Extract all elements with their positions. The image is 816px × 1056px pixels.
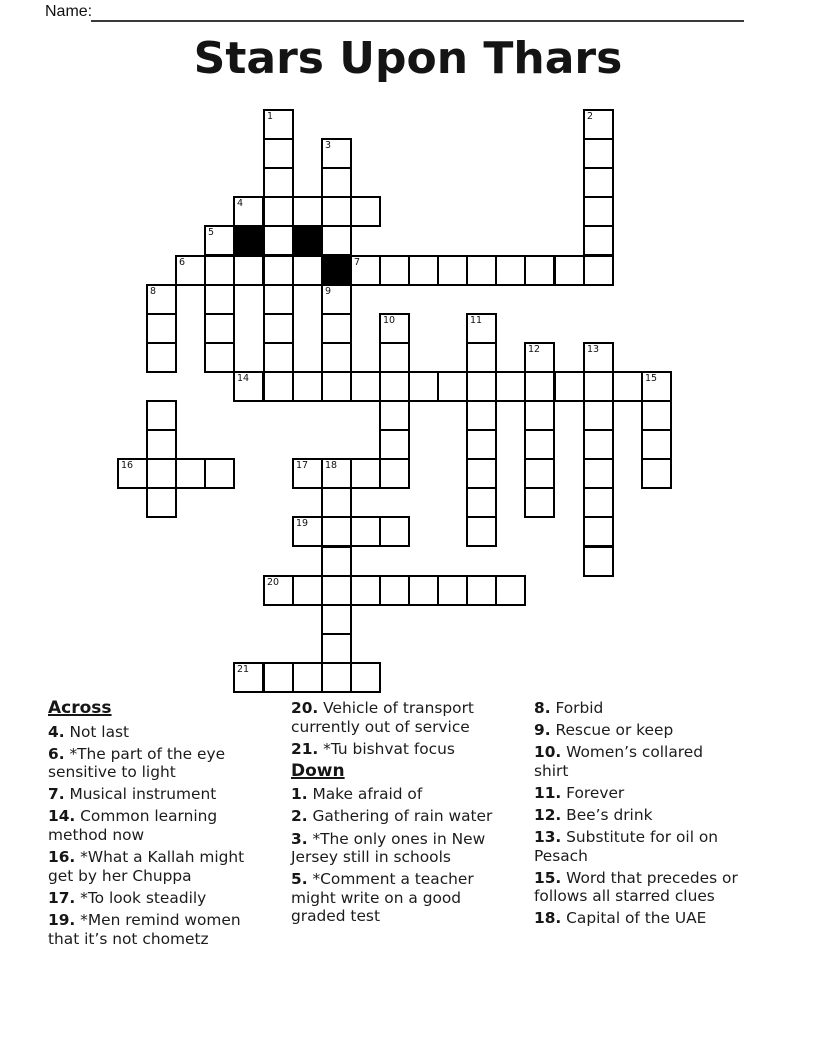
grid-cell-r16c9[interactable] — [379, 575, 410, 606]
grid-cell-r12c2[interactable] — [175, 458, 206, 489]
cell-number-18: 18 — [325, 460, 338, 471]
grid-cell-r9c16[interactable] — [583, 371, 614, 402]
grid-cell-r16c6[interactable] — [292, 575, 323, 606]
grid-cell-r13c12[interactable] — [466, 487, 497, 518]
clue-number: 6. — [48, 744, 65, 763]
grid-cell-r12c12[interactable] — [466, 458, 497, 489]
clue-12: 12. Bee’s drink — [534, 805, 653, 824]
clue-number: 20. — [291, 699, 319, 717]
grid-cell-r1c16[interactable] — [583, 138, 614, 169]
grid-cell-r13c14[interactable] — [524, 487, 555, 518]
grid-cell-r8c16[interactable] — [583, 342, 614, 373]
grid-cell-r15c7[interactable] — [321, 546, 352, 577]
clue-21: 21. *Tu bishvat focus — [291, 739, 455, 758]
grid-cell-r9c6[interactable] — [292, 371, 323, 402]
cell-number-21: 21 — [237, 664, 250, 675]
clue-7: 7. Musical instrument — [48, 785, 217, 804]
grid-cell-r10c14[interactable] — [524, 400, 555, 431]
grid-cell-r17c7[interactable] — [321, 604, 352, 635]
black-cell-r5c7 — [321, 255, 352, 286]
grid-cell-r9c13[interactable] — [495, 371, 526, 402]
grid-cell-r19c8[interactable] — [350, 662, 381, 693]
grid-cell-r5c13[interactable] — [495, 255, 526, 286]
grid-cell-r3c5[interactable] — [263, 196, 294, 227]
clue-9: 9. Rescue or keep — [534, 721, 674, 740]
across-header: Across — [48, 698, 112, 718]
clue-16: 16. *What a Kallah might get by her Chuppa — [48, 848, 245, 885]
grid-cell-r8c3[interactable] — [204, 342, 235, 373]
grid-cell-r16c10[interactable] — [408, 575, 439, 606]
grid-cell-r10c18[interactable] — [641, 400, 672, 431]
black-cell-r4c6 — [292, 225, 323, 256]
grid-cell-r2c5[interactable] — [263, 167, 294, 198]
clue-11: 11. Forever — [534, 783, 625, 802]
clue-number: 4. — [48, 722, 65, 741]
clue-column-3 — [534, 699, 740, 932]
grid-cell-r9c18[interactable] — [641, 371, 672, 402]
grid-cell-r5c3[interactable] — [204, 255, 235, 286]
grid-cell-r1c7[interactable] — [321, 138, 352, 169]
clue-column-2 — [291, 699, 493, 930]
grid-cell-r13c1[interactable] — [146, 487, 177, 518]
grid-cell-r5c8[interactable] — [350, 255, 381, 286]
cell-number-12: 12 — [528, 344, 541, 355]
clue-number: 7. — [48, 785, 65, 804]
cell-number-7: 7 — [354, 257, 361, 268]
grid-cell-r16c13[interactable] — [495, 575, 526, 606]
clue-18: 18. Capital of the UAE — [534, 909, 707, 928]
clue-20: 20. Vehicle of transport currently out of service — [291, 699, 474, 736]
cell-number-13: 13 — [587, 344, 600, 355]
grid-cell-r16c5[interactable] — [263, 575, 294, 606]
clue-15: 15. Word that precedes or follows all starred clues — [534, 868, 738, 906]
clue-14: 14. Common learning method now — [48, 807, 218, 845]
clue-13: 13. Substitute for oil on Pesach — [534, 828, 719, 865]
grid-cell-r9c17[interactable] — [612, 371, 643, 402]
grid-cell-r15c16[interactable] — [583, 546, 614, 577]
grid-cell-r2c7[interactable] — [321, 167, 352, 198]
grid-cell-r12c0[interactable] — [117, 458, 148, 489]
grid-cell-r9c14[interactable] — [524, 371, 555, 402]
grid-cell-r5c15[interactable] — [554, 255, 585, 286]
grid-cell-r3c4[interactable] — [233, 196, 264, 227]
clue-number: 9. — [534, 721, 551, 740]
cell-number-5: 5 — [208, 227, 215, 238]
grid-cell-r12c8[interactable] — [350, 458, 381, 489]
grid-cell-r9c12[interactable] — [466, 371, 497, 402]
grid-cell-r8c9[interactable] — [379, 342, 410, 373]
page-title: Stars Upon Thars — [193, 33, 623, 84]
grid-cell-r12c1[interactable] — [146, 458, 177, 489]
grid-cell-r10c12[interactable] — [466, 400, 497, 431]
clue-number: 15. — [534, 868, 562, 887]
clue-1: 1. Make afraid of — [291, 785, 423, 804]
grid-cell-r14c8[interactable] — [350, 516, 381, 547]
grid-cell-r19c7[interactable] — [321, 662, 352, 693]
clue-3: 3. *The only ones in New Jersey still in schools — [291, 829, 486, 867]
grid-cell-r9c7[interactable] — [321, 371, 352, 402]
grid-cell-r6c5[interactable] — [263, 284, 294, 315]
grid-cell-r6c1[interactable] — [146, 284, 177, 315]
grid-cell-r12c9[interactable] — [379, 458, 410, 489]
clue-number: 3. — [291, 829, 308, 848]
clue-5: 5. *Comment a teacher might write on a good graded test — [291, 870, 474, 926]
grid-cell-r5c5[interactable] — [263, 255, 294, 286]
cell-number-3: 3 — [325, 140, 332, 151]
cell-number-1: 1 — [267, 111, 274, 122]
grid-cell-r12c16[interactable] — [583, 458, 614, 489]
grid-cell-r14c12[interactable] — [466, 516, 497, 547]
grid-cell-r10c16[interactable] — [583, 400, 614, 431]
grid-cell-r19c4[interactable] — [233, 662, 264, 693]
grid-cell-r8c1[interactable] — [146, 342, 177, 373]
grid-cell-r14c16[interactable] — [583, 516, 614, 547]
grid-cell-r5c6[interactable] — [292, 255, 323, 286]
grid-cell-r14c6[interactable] — [292, 516, 323, 547]
clue-6: 6. *The part of the eye sensitive to light — [48, 744, 226, 782]
grid-cell-r3c8[interactable] — [350, 196, 381, 227]
grid-cell-r14c7[interactable] — [321, 516, 352, 547]
grid-cell-r13c16[interactable] — [583, 487, 614, 518]
grid-cell-r5c9[interactable] — [379, 255, 410, 286]
name-input-line[interactable] — [91, 2, 744, 22]
grid-cell-r9c15[interactable] — [554, 371, 585, 402]
clue-4: 4. Not last — [48, 722, 130, 741]
cell-number-6: 6 — [179, 257, 186, 268]
clue-19: 19. *Men remind women that it’s not chometz — [48, 910, 241, 948]
grid-cell-r0c5[interactable] — [263, 109, 294, 140]
grid-cell-r18c7[interactable] — [321, 633, 352, 664]
grid-cell-r7c1[interactable] — [146, 313, 177, 344]
grid-cell-r9c10[interactable] — [408, 371, 439, 402]
grid-cell-r7c7[interactable] — [321, 313, 352, 344]
grid-cell-r4c5[interactable] — [263, 225, 294, 256]
grid-cell-r12c18[interactable] — [641, 458, 672, 489]
cell-number-19: 19 — [296, 518, 309, 529]
grid-cell-r9c11[interactable] — [437, 371, 468, 402]
grid-cell-r16c11[interactable] — [437, 575, 468, 606]
grid-cell-r7c5[interactable] — [263, 313, 294, 344]
grid-cell-r9c9[interactable] — [379, 371, 410, 402]
grid-cell-r4c7[interactable] — [321, 225, 352, 256]
grid-cell-r7c12[interactable] — [466, 313, 497, 344]
cell-number-9: 9 — [325, 286, 332, 297]
cell-number-17: 17 — [296, 460, 309, 471]
grid-cell-r12c14[interactable] — [524, 458, 555, 489]
grid-cell-r19c5[interactable] — [263, 662, 294, 693]
grid-cell-r12c3[interactable] — [204, 458, 235, 489]
grid-cell-r5c4[interactable] — [233, 255, 264, 286]
grid-cell-r5c16[interactable] — [583, 255, 614, 286]
cell-number-4: 4 — [237, 198, 244, 209]
clue-number: 1. — [291, 785, 308, 804]
cell-number-20: 20 — [267, 577, 280, 588]
grid-cell-r5c14[interactable] — [524, 255, 555, 286]
clue-number: 13. — [534, 828, 562, 847]
clue-number: 14. — [48, 807, 76, 826]
grid-cell-r16c8[interactable] — [350, 575, 381, 606]
clue-8: 8. Forbid — [534, 699, 604, 717]
grid-cell-r7c3[interactable] — [204, 313, 235, 344]
cell-number-11: 11 — [470, 315, 483, 326]
down-header: Down — [291, 760, 345, 781]
grid-cell-r5c12[interactable] — [466, 255, 497, 286]
clue-number: 2. — [291, 807, 308, 826]
clue-number: 5. — [291, 870, 308, 889]
grid-cell-r9c4[interactable] — [233, 371, 264, 402]
grid-cell-r12c6[interactable] — [292, 458, 323, 489]
grid-cell-r4c3[interactable] — [204, 225, 235, 256]
grid-cell-r5c11[interactable] — [437, 255, 468, 286]
grid-cell-r11c12[interactable] — [466, 429, 497, 460]
black-cell-r4c4 — [233, 225, 264, 256]
grid-cell-r4c16[interactable] — [583, 225, 614, 256]
grid-cell-r10c1[interactable] — [146, 400, 177, 431]
clue-column-1 — [48, 699, 262, 952]
grid-cell-r16c7[interactable] — [321, 575, 352, 606]
grid-cell-r13c7[interactable] — [321, 487, 352, 518]
grid-cell-r11c14[interactable] — [524, 429, 555, 460]
clue-number: 10. — [534, 743, 562, 762]
grid-cell-r11c9[interactable] — [379, 429, 410, 460]
grid-cell-r6c3[interactable] — [204, 284, 235, 315]
clue-number: 11. — [534, 783, 562, 802]
clue-10: 10. Women’s collared shirt — [534, 743, 703, 780]
grid-cell-r1c5[interactable] — [263, 138, 294, 169]
grid-cell-r2c16[interactable] — [583, 167, 614, 198]
clue-number: 8. — [534, 699, 551, 717]
grid-cell-r19c6[interactable] — [292, 662, 323, 693]
grid-cell-r10c9[interactable] — [379, 400, 410, 431]
grid-cell-r8c7[interactable] — [321, 342, 352, 373]
grid-cell-r16c12[interactable] — [466, 575, 497, 606]
clue-number: 17. — [48, 888, 76, 907]
cell-number-2: 2 — [587, 111, 594, 122]
cell-number-10: 10 — [383, 315, 396, 326]
grid-cell-r0c16[interactable] — [583, 109, 614, 140]
cell-number-14: 14 — [237, 373, 250, 384]
grid-cell-r6c7[interactable] — [321, 284, 352, 315]
clue-number: 16. — [48, 848, 76, 867]
grid-cell-r5c2[interactable] — [175, 255, 206, 286]
grid-cell-r9c5[interactable] — [263, 371, 294, 402]
grid-cell-r11c18[interactable] — [641, 429, 672, 460]
grid-cell-r3c6[interactable] — [292, 196, 323, 227]
grid-cell-r7c9[interactable] — [379, 313, 410, 344]
grid-cell-r3c16[interactable] — [583, 196, 614, 227]
clue-number: 19. — [48, 910, 76, 929]
clue-number: 21. — [291, 739, 319, 758]
grid-cell-r11c1[interactable] — [146, 429, 177, 460]
clue-2: 2. Gathering of rain water — [291, 807, 493, 826]
grid-cell-r3c7[interactable] — [321, 196, 352, 227]
cell-number-8: 8 — [150, 286, 157, 297]
clue-number: 18. — [534, 909, 562, 928]
grid-cell-r8c14[interactable] — [524, 342, 555, 373]
clue-17: 17. *To look steadily — [48, 888, 207, 907]
grid-cell-r14c9[interactable] — [379, 516, 410, 547]
grid-cell-r5c10[interactable] — [408, 255, 439, 286]
name-label: Name: — [45, 3, 93, 20]
grid-cell-r9c8[interactable] — [350, 371, 381, 402]
grid-cell-r12c7[interactable] — [321, 458, 352, 489]
clue-number: 12. — [534, 805, 562, 824]
cell-number-16: 16 — [121, 460, 134, 471]
cell-number-15: 15 — [645, 373, 658, 384]
grid-cell-r8c5[interactable] — [263, 342, 294, 373]
grid-cell-r11c16[interactable] — [583, 429, 614, 460]
grid-cell-r8c12[interactable] — [466, 342, 497, 373]
